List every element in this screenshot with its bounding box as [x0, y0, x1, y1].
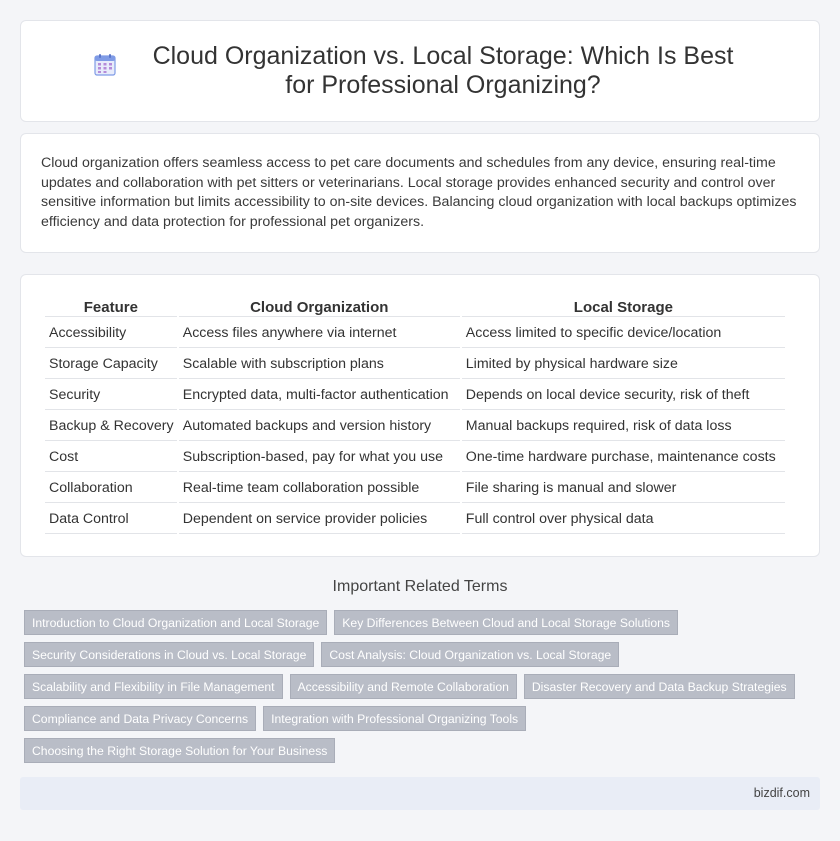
- feature-cell: Storage Capacity: [45, 350, 177, 379]
- local-cell: Access limited to specific device/location: [462, 319, 785, 348]
- cloud-cell: Dependent on service provider policies: [179, 505, 460, 534]
- calendar-icon: [92, 52, 118, 78]
- footer-site-link[interactable]: bizdif.com: [753, 786, 810, 800]
- footer: [20, 777, 820, 810]
- table-row: [45, 381, 785, 410]
- table-row: [45, 474, 785, 503]
- related-term-link[interactable]: Disaster Recovery and Data Backup Strategies: [524, 674, 795, 699]
- feature-cell: Collaboration: [45, 474, 177, 503]
- related-term-link[interactable]: Scalability and Flexibility in File Management: [24, 674, 283, 699]
- title-wrap: [92, 42, 748, 100]
- related-terms-heading: Important Related Terms: [332, 578, 508, 595]
- local-cell: Full control over physical data: [462, 505, 785, 534]
- related-term-link[interactable]: Accessibility and Remote Collaboration: [290, 674, 517, 699]
- intro-card: [20, 133, 820, 253]
- feature-cell: Cost: [45, 443, 177, 472]
- related-term-link[interactable]: Security Considerations in Cloud vs. Local Storage: [24, 642, 314, 667]
- table-row: [45, 443, 785, 472]
- column-header-cloud: Cloud Organization: [179, 297, 460, 317]
- page-title: Cloud Organization vs. Local Storage: Which Is Best for Professional Organizing?: [152, 42, 734, 99]
- table-row: [45, 505, 785, 534]
- related-term-link[interactable]: Introduction to Cloud Organization and Local Storage: [24, 610, 327, 635]
- local-cell: Depends on local device security, risk of theft: [462, 381, 785, 410]
- feature-cell: Data Control: [45, 505, 177, 534]
- cloud-cell: Encrypted data, multi-factor authentication: [179, 381, 460, 410]
- table-row: [45, 412, 785, 441]
- table-header-row: [45, 297, 785, 317]
- cloud-cell: Scalable with subscription plans: [179, 350, 460, 379]
- comparison-table-card: [20, 274, 820, 557]
- related-term-link[interactable]: Compliance and Data Privacy Concerns: [24, 706, 256, 731]
- table-row: [45, 350, 785, 379]
- feature-cell: Backup & Recovery: [45, 412, 177, 441]
- intro-paragraph: Cloud organization offers seamless access to pet care documents and schedules from any device, ensuring real-time updates and collaboration with pet sitters or veterinarians. Local storage provides enhanced security and control over sensitive information but limits accessibility to on-site devices. Balancing cloud organization with local backups optimizes efficiency and data protection for professional pet organizers.: [41, 155, 797, 230]
- cloud-cell: Access files anywhere via internet: [179, 319, 460, 348]
- related-term-link[interactable]: Integration with Professional Organizing Tools: [263, 706, 526, 731]
- table-row: [45, 319, 785, 348]
- local-cell: File sharing is manual and slower: [462, 474, 785, 503]
- related-term-link[interactable]: Key Differences Between Cloud and Local Storage Solutions: [334, 610, 678, 635]
- related-terms-list: [24, 610, 814, 770]
- column-header-local: Local Storage: [462, 297, 785, 317]
- cloud-cell: Subscription-based, pay for what you use: [179, 443, 460, 472]
- column-header-feature: Feature: [45, 297, 177, 317]
- title-card: [20, 20, 820, 122]
- feature-cell: Security: [45, 381, 177, 410]
- feature-cell: Accessibility: [45, 319, 177, 348]
- local-cell: Limited by physical hardware size: [462, 350, 785, 379]
- local-cell: One-time hardware purchase, maintenance costs: [462, 443, 785, 472]
- local-cell: Manual backups required, risk of data loss: [462, 412, 785, 441]
- comparison-table: [43, 295, 787, 536]
- related-term-link[interactable]: Cost Analysis: Cloud Organization vs. Local Storage: [321, 642, 619, 667]
- related-term-link[interactable]: Choosing the Right Storage Solution for Your Business: [24, 738, 335, 763]
- cloud-cell: Real-time team collaboration possible: [179, 474, 460, 503]
- cloud-cell: Automated backups and version history: [179, 412, 460, 441]
